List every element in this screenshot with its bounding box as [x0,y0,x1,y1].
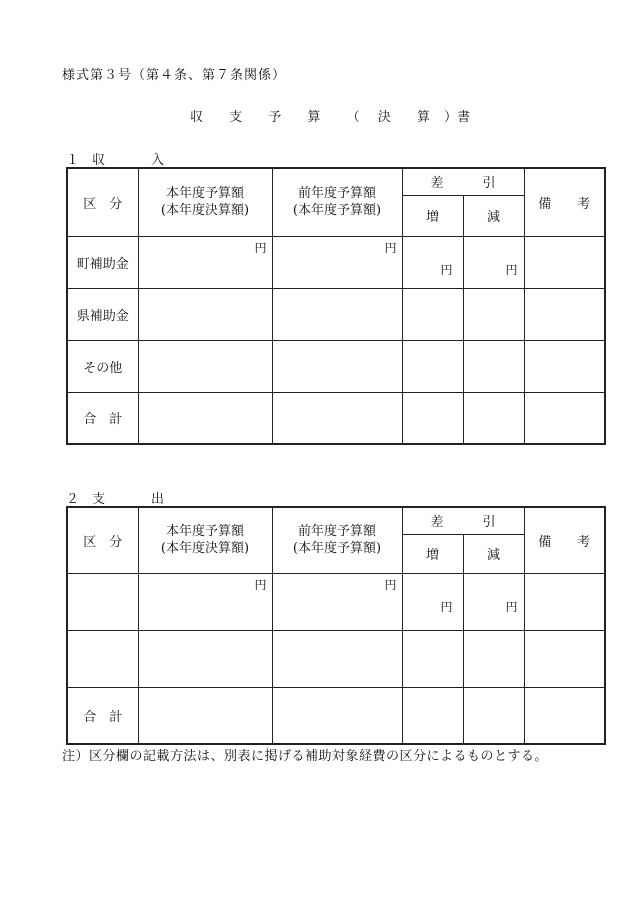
yen-unit: 円 [384,577,397,592]
amount-cell[interactable] [138,340,272,392]
increase-cell[interactable] [402,573,463,630]
yen-unit: 円 [440,599,453,614]
remarks-cell[interactable] [524,687,605,744]
header-decrease: 減 [463,195,524,236]
header-line: (本年度予算額) [292,203,382,219]
expenditure-section-title [66,488,164,507]
remarks-cell[interactable] [524,573,605,630]
header-line: (本年度決算額) [160,541,250,557]
row-label[interactable] [67,630,138,687]
yen-unit: 円 [384,240,397,255]
title-char: 算 [307,110,321,125]
income-table [66,167,606,445]
section-title-char: 入 [151,153,165,168]
income-section-title [66,149,164,168]
amount-cell[interactable] [138,392,272,444]
section-title-char: 支 [92,492,106,507]
increase-cell[interactable] [402,687,463,744]
title-char: 算 [416,110,430,125]
decrease-cell[interactable] [463,687,524,744]
header-current-year [138,507,272,573]
header-category: 区 分 [67,507,138,573]
increase-cell[interactable] [402,288,463,340]
row-label[interactable] [67,573,138,630]
decrease-cell[interactable] [463,340,524,392]
remarks-cell[interactable] [524,288,605,340]
decrease-cell[interactable] [463,236,524,288]
expenditure-table [66,506,606,745]
increase-cell[interactable] [402,630,463,687]
yen-unit: 円 [254,240,267,255]
document-title [190,106,470,125]
yen-unit: 円 [505,599,518,614]
header-previous-year [272,168,402,236]
remarks-cell[interactable] [524,630,605,687]
row-label-total: 合 計 [67,687,138,744]
yen-unit: 円 [254,577,267,592]
header-category: 区 分 [67,168,138,236]
header-difference: 差 引 [402,168,524,195]
row-label: その他 [67,340,138,392]
decrease-cell[interactable] [463,392,524,444]
row-label: 町補助金 [67,236,138,288]
row-label-total: 合 計 [67,392,138,444]
section-number: １ [66,153,80,168]
yen-unit: 円 [440,262,453,277]
header-line: 本年度予算額 [165,186,244,202]
header-increase: 増 [402,195,463,236]
increase-cell[interactable] [402,340,463,392]
header-current-year [138,168,272,236]
amount-cell[interactable] [272,288,402,340]
remarks-cell[interactable] [524,392,605,444]
header-line: (本年度決算額) [160,203,250,219]
header-decrease: 減 [463,534,524,573]
section-title-char: 収 [92,153,106,168]
amount-cell[interactable] [272,687,402,744]
footnote: 注）区分欄の記載方法は、別表に掲げる補助対象経費の区分によるものとする。 [62,749,549,764]
decrease-cell[interactable] [463,573,524,630]
amount-cell[interactable] [138,630,272,687]
title-char: 支 [229,110,243,125]
title-char: 決 [377,110,391,125]
form-number: 様式第３号（第４条、第７条関係） [62,68,287,83]
amount-cell[interactable] [272,340,402,392]
section-title-char: 出 [151,492,165,507]
title-char: ）書 [444,110,471,125]
header-increase: 増 [402,534,463,573]
header-remarks: 備 考 [524,168,605,236]
header-difference: 差 引 [402,507,524,534]
title-char: 予 [268,110,282,125]
header-line: 前年度予算額 [297,186,376,202]
amount-cell[interactable] [138,687,272,744]
increase-cell[interactable] [402,236,463,288]
increase-cell[interactable] [402,392,463,444]
row-label: 県補助金 [67,288,138,340]
amount-cell[interactable] [272,236,402,288]
header-line: 本年度予算額 [165,524,244,540]
amount-cell[interactable] [138,288,272,340]
amount-cell[interactable] [138,573,272,630]
header-previous-year [272,507,402,573]
yen-unit: 円 [505,262,518,277]
remarks-cell[interactable] [524,236,605,288]
amount-cell[interactable] [272,392,402,444]
header-line: 前年度予算額 [297,524,376,540]
decrease-cell[interactable] [463,288,524,340]
title-char: 収 [190,110,204,125]
header-remarks: 備 考 [524,507,605,573]
amount-cell[interactable] [272,630,402,687]
amount-cell[interactable] [272,573,402,630]
header-line: (本年度予算額) [292,541,382,557]
title-char: （ [346,110,360,125]
decrease-cell[interactable] [463,630,524,687]
remarks-cell[interactable] [524,340,605,392]
section-number: ２ [66,492,80,507]
amount-cell[interactable] [138,236,272,288]
